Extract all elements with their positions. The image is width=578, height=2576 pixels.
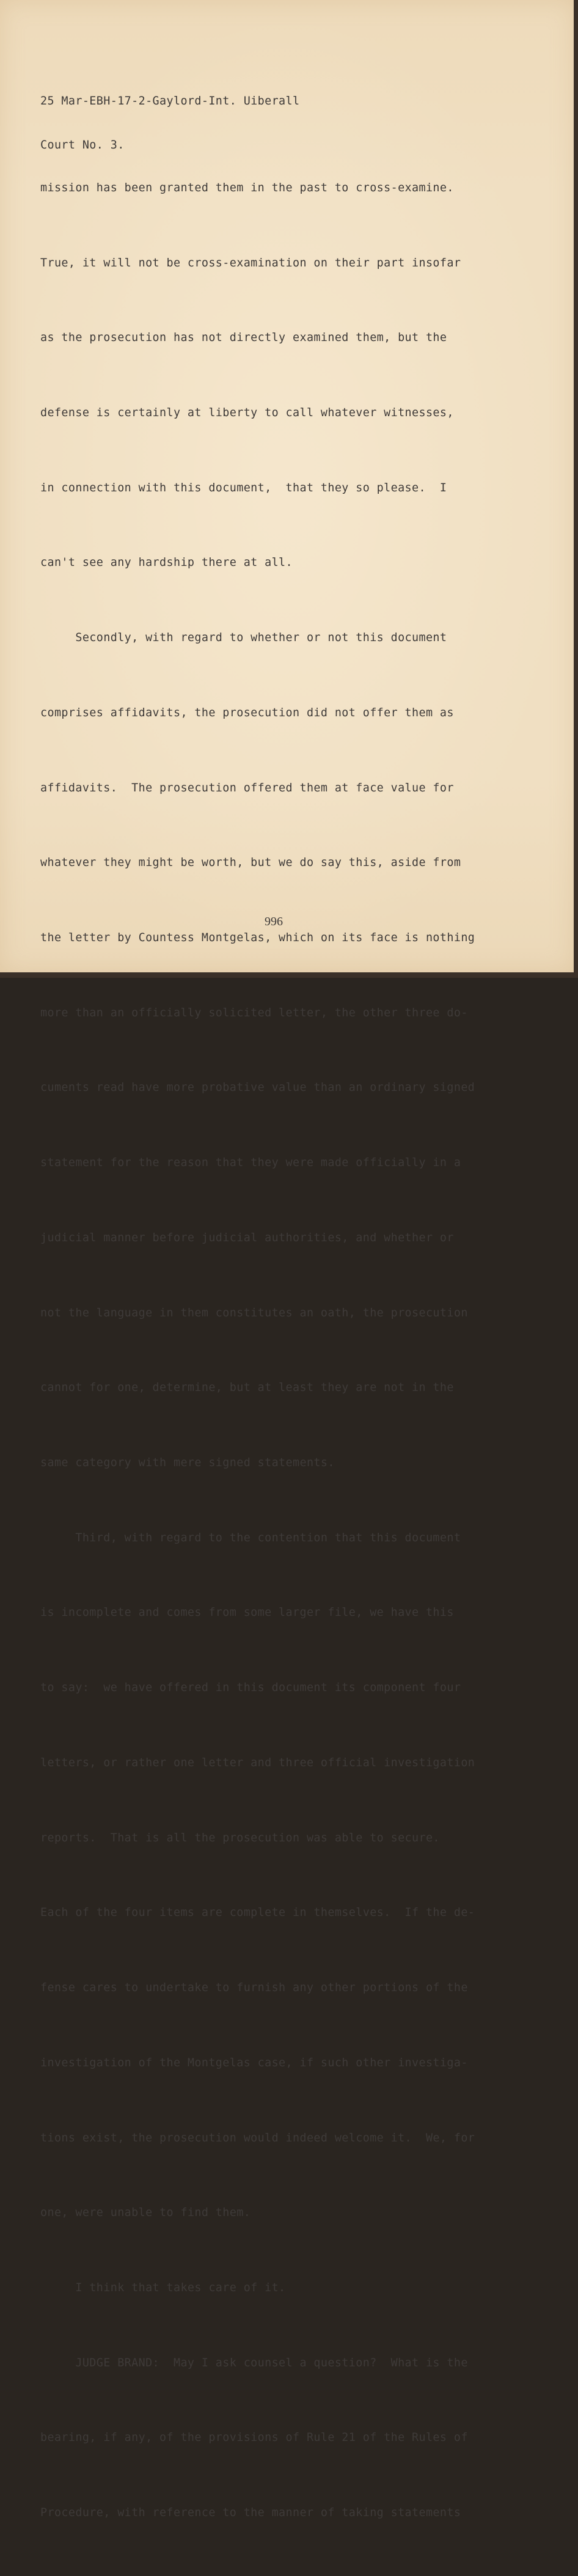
body-line: as the prosecution has not directly examined them, but the (40, 331, 447, 345)
body-line: investigation of the Montgelas case, if such other investiga- (40, 2056, 468, 2069)
body-line: tions exist, the prosecution would indeed welcome it. We, for (40, 2131, 475, 2145)
body-line: fense cares to undertake to furnish any other portions of the (40, 1981, 468, 1995)
page-number: 996 (265, 915, 283, 928)
body-line: can't see any hardship there at all. (40, 556, 293, 570)
body-line: Each of the four items are complete in themselves. If the de- (40, 1906, 475, 1920)
body-line: to say: we have offered in this document its component four (40, 1681, 461, 1695)
body-line: letters, or rather one letter and three official investigation (40, 1756, 475, 1769)
body-line: Third, with regard to the contention that this document (40, 1531, 461, 1544)
body-line: affidavits. The prosecution offered them at face value for (40, 781, 454, 794)
body-line: bearing, if any, of the provisions of Rule 21 of the Rules of (40, 2431, 468, 2445)
body-line: Secondly, with regard to whether or not this document (40, 631, 447, 645)
body-line: more than an officially solicited letter, the other three do- (40, 1006, 468, 1019)
body-line: judicial manner before judicial authorities, and whether or (40, 1231, 454, 1244)
body-line: defense is certainly at liberty to call whatever witnesses, (40, 406, 454, 419)
body-line: comprises affidavits, the prosecution did not offer them as (40, 706, 454, 719)
body-line: not the language in them constitutes an oath, the prosecution (40, 1306, 468, 1319)
body-line: True, it will not be cross-examination on their part insofar (40, 256, 461, 270)
body-line: mission has been granted them in the past to cross-examine. (40, 181, 454, 194)
body-line: one, were unable to find them. (40, 2206, 251, 2220)
body-line: in connection with this document, that they so please. I (40, 481, 447, 494)
transcript-body (40, 126, 475, 2576)
body-line: cuments read have more probative value than an ordinary signed (40, 1081, 475, 1095)
body-line: is incomplete and comes from some larger file, we have this (40, 1606, 454, 1620)
body-line: JUDGE BRAND: May I ask counsel a question? What is the (40, 2356, 468, 2369)
header-reference-line: 25 Mar-EBH-17-2-Gaylord-Int. Uiberall (40, 95, 300, 108)
body-line: cannot for one, determine, but at least they are not in the (40, 1381, 454, 1395)
scan-border-bottom (0, 972, 578, 978)
body-line: whatever they might be worth, but we do say this, aside from (40, 856, 461, 870)
body-line: the letter by Countess Montgelas, which on its face is nothing (40, 931, 475, 944)
body-line: statement for the reason that they were made officially in a (40, 1156, 461, 1170)
scan-border-right (574, 0, 578, 978)
header-court-line: Court No. 3. (40, 139, 125, 152)
body-line: Procedure, with reference to the manner of taking statements (40, 2506, 461, 2520)
body-line: I think that takes care of it. (40, 2281, 286, 2294)
body-line: reports. That is all the prosecution was able to secure. (40, 1831, 440, 1844)
body-line: same category with mere signed statements. (40, 1456, 335, 1470)
